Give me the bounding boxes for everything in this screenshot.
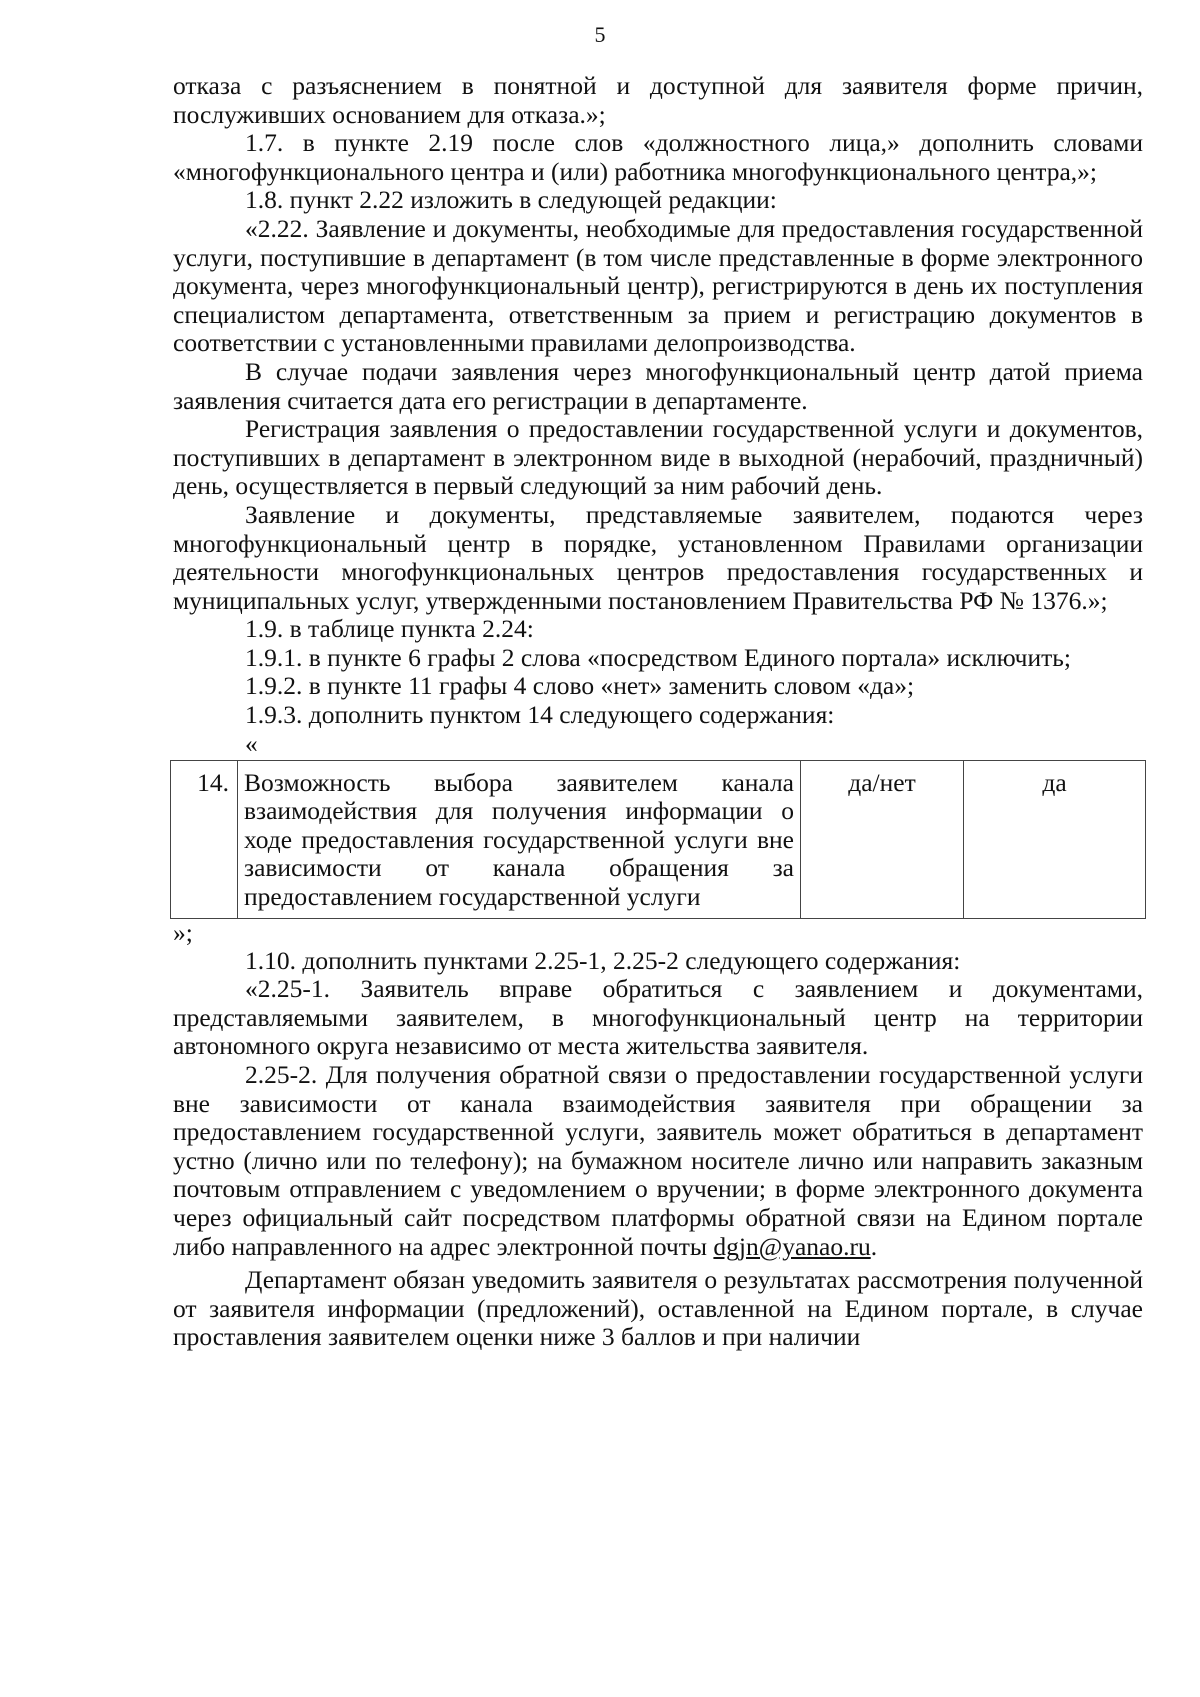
paragraph: «2.25-1. Заявитель вправе обратиться с заявлением и документами, представляемыми заявителем, в многофункциональный центр на территории автономного округа независимо от места жительства заявителя. [173,974,1143,1061]
opening-quote: « [245,728,258,758]
paragraph: 1.8. пункт 2.22 изложить в следующей редакции: [245,185,777,215]
table-cell-description: Возможность выбора заявителем канала взаимодействия для получения информации о ходе предоставления государственной услуги вне зависимости от канала обращения за предоставлением государственной услуги [238,760,801,918]
paragraph: 1.7. в пункте 2.19 после слов «должностного лица,» дополнить словами «многофункционального центра и (или) работника многофункционального центра,»; [173,128,1143,186]
paragraph: 1.10. дополнить пунктами 2.25-1, 2.25-2 следующего содержания: [245,945,961,975]
paragraph-feedback-end: . [870,1231,878,1261]
paragraph: 1.9. в таблице пункта 2.24: [245,614,534,644]
table-row [171,760,1146,918]
page-number: 5 [594,22,606,47]
table-cell-value: да [964,760,1146,918]
document-body [173,72,1143,1352]
paragraph: 1.9.2. в пункте 11 графы 4 слово «нет» заменить словом «да»; [245,671,915,701]
paragraph: отказа с разъяснением в понятной и доступной для заявителя форме причин, послуживших основанием для отказа.»; [173,71,1143,129]
table-cell-number: 14. [171,760,238,918]
paragraph-feedback-text: 2.25-2. Для получения обратной связи о предоставлении государственной услуги вне зависимости от канала взаимодействия заявителя при обращении за предоставлением государственной услуги, заявитель может обратиться в департамент устно (лично или по телефону); на бумажном носителе лично или направить заказным почтовым отправлением с уведомлением о вручении; в форме электронного документа через официальный сайт посредством платформы обратной связи на Едином портале либо направленного на адрес электронной почты [173,1060,1143,1261]
closing-quote: »; [173,917,193,947]
paragraphs-bottom [173,947,1143,1061]
paragraph: Регистрация заявления о предоставлении государственной услуги и документов, поступивших в департамент в электронном виде в выходной (нерабочий, праздничный) день, осуществляется в первый следующий за ним рабочий день. [173,414,1143,501]
paragraph: «2.22. Заявление и документы, необходимые для предоставления государственной услуги, поступившие в департамент (в том числе представленные в форме электронного документа, через многофункциональный центр), регистрируются в день их поступления специалистом департамента, ответственным за прием и регистрацию документов в соответствии с установленными правилами делопроизводства. [173,213,1143,358]
paragraphs-top [173,72,1143,730]
paragraph: 1.9.3. дополнить пунктом 14 следующего содержания: [245,700,835,730]
paragraph-notification: Департамент обязан уведомить заявителя о результатах рассмотрения полученной от заявителя информации (предложений), оставленной на Едином портале, в случае проставления заявителем оценки ниже 3 баллов и при наличии [173,1265,1143,1352]
email-link[interactable]: dgjn@yanao.ru [713,1231,871,1261]
inserted-table [170,760,1146,919]
table-cell-value-type: да/нет [801,760,964,918]
paragraph: 1.9.1. в пункте 6 графы 2 слова «посредством Единого портала» исключить; [245,642,1072,672]
paragraph: В случае подачи заявления через многофункциональный центр датой приема заявления считается дата его регистрации в департаменте. [173,356,1143,415]
paragraph: Заявление и документы, представляемые заявителем, подаются через многофункциональный центр в порядке, установленном Правилами организации деятельности многофункциональных центров предоставления государственных и муниципальных услуг, утвержденными постановлением Правительства РФ № 1376.»; [173,499,1143,615]
paragraph-feedback [173,1061,1143,1261]
